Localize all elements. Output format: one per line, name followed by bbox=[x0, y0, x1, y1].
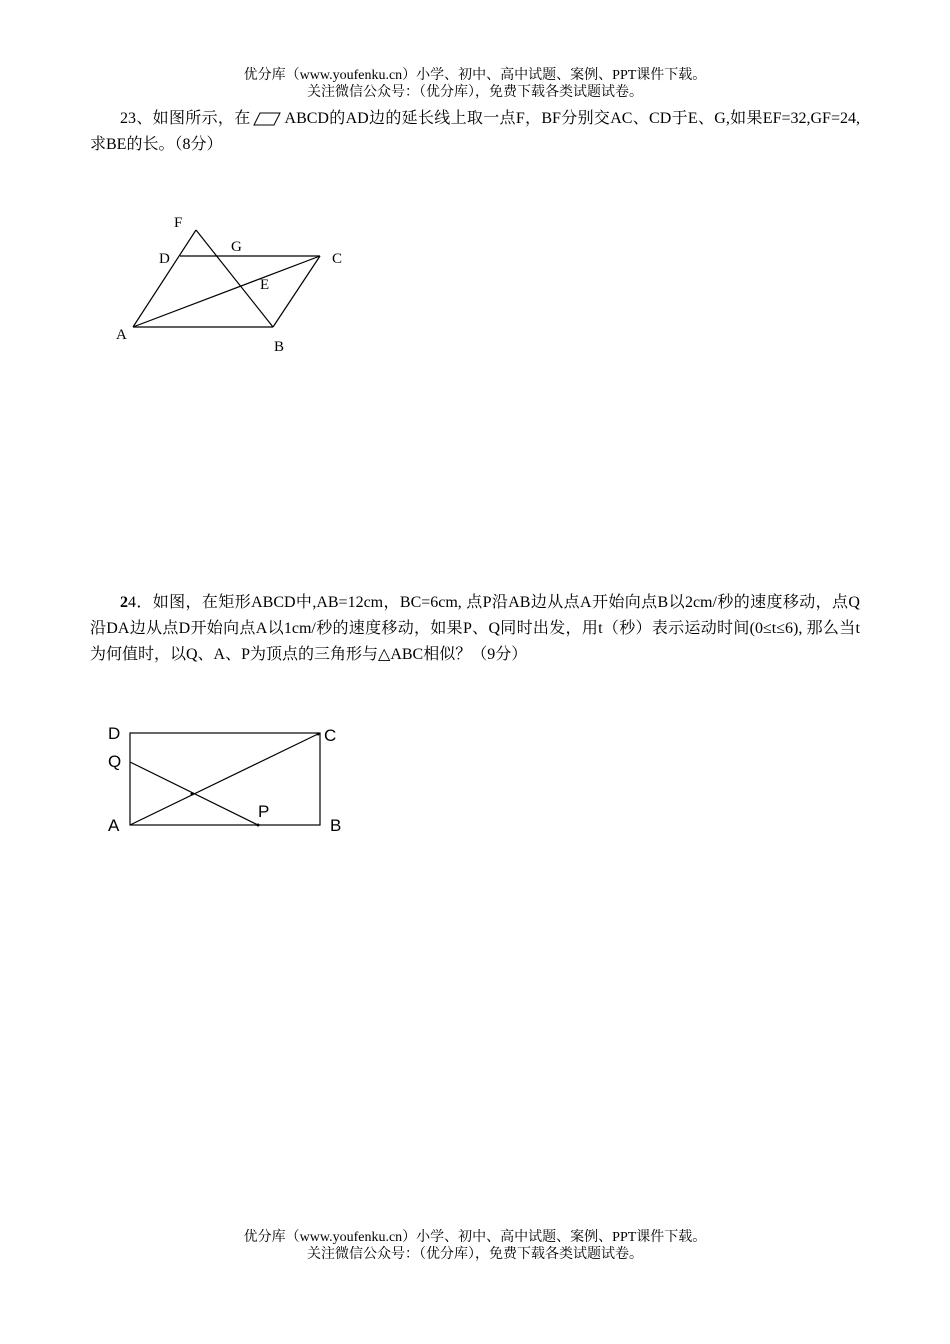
figure-23-parallelogram bbox=[100, 205, 360, 360]
parallelogram-symbol-icon bbox=[253, 112, 281, 126]
question-24 bbox=[90, 590, 860, 668]
question-24-number: 2 bbox=[120, 594, 128, 611]
footer-line-2: 关注微信公众号：（优分库），免费下载各类试题试卷。 bbox=[307, 1247, 643, 1262]
page-header bbox=[0, 67, 950, 101]
segment-AC bbox=[130, 733, 320, 825]
label-C: C bbox=[324, 726, 337, 745]
label-E: E bbox=[260, 277, 270, 293]
label-C: C bbox=[332, 251, 343, 267]
figure-24-rectangle bbox=[100, 715, 360, 840]
point-P-dot bbox=[257, 824, 260, 827]
label-Q: Q bbox=[108, 752, 122, 771]
segment-BC bbox=[273, 256, 320, 327]
header-line-2: 关注微信公众号：（优分库），免费下载各类试题试卷。 bbox=[307, 85, 643, 100]
label-B: B bbox=[330, 816, 342, 835]
page-footer bbox=[0, 1229, 950, 1263]
label-D: D bbox=[159, 251, 170, 267]
question-23-text: ABCD的AD边的延长线上取一点F，BF分别交AC、CD于E、G,如果EF=32,GF=24,求BE的长。（8分） bbox=[90, 110, 860, 153]
label-P: P bbox=[258, 802, 270, 821]
question-23 bbox=[90, 106, 860, 158]
label-A: A bbox=[116, 327, 127, 343]
label-B: B bbox=[274, 339, 285, 355]
point-C-dot bbox=[317, 733, 320, 736]
label-A: A bbox=[108, 816, 120, 835]
label-D: D bbox=[108, 724, 121, 743]
question-24-text: 4．如图，在矩形ABCD中,AB=12cm，BC=6cm, 点P沿AB边从点A开始向点B以2cm/秒的速度移动，点Q沿DA边从点D开始向点A以1cm/秒的速度移动，如果P、Q同时出发，用t（秒）表示运动时间(0≤t≤6), 那么当t为何值时，以Q、A、P为顶点的三角形与△ABC相似？（9分） bbox=[90, 594, 860, 663]
intersection-dot bbox=[191, 793, 194, 796]
label-G: G bbox=[231, 239, 242, 255]
label-F: F bbox=[174, 215, 183, 231]
footer-line-1: 优分库（www.youfenku.cn）小学、初中、高中试题、案例、PPT课件下载。 bbox=[243, 1230, 707, 1245]
question-23-prefix: 23、如图所示，在 bbox=[120, 110, 251, 127]
segment-AF bbox=[133, 230, 196, 327]
header-line-1: 优分库（www.youfenku.cn）小学、初中、高中试题、案例、PPT课件下载。 bbox=[243, 68, 707, 83]
